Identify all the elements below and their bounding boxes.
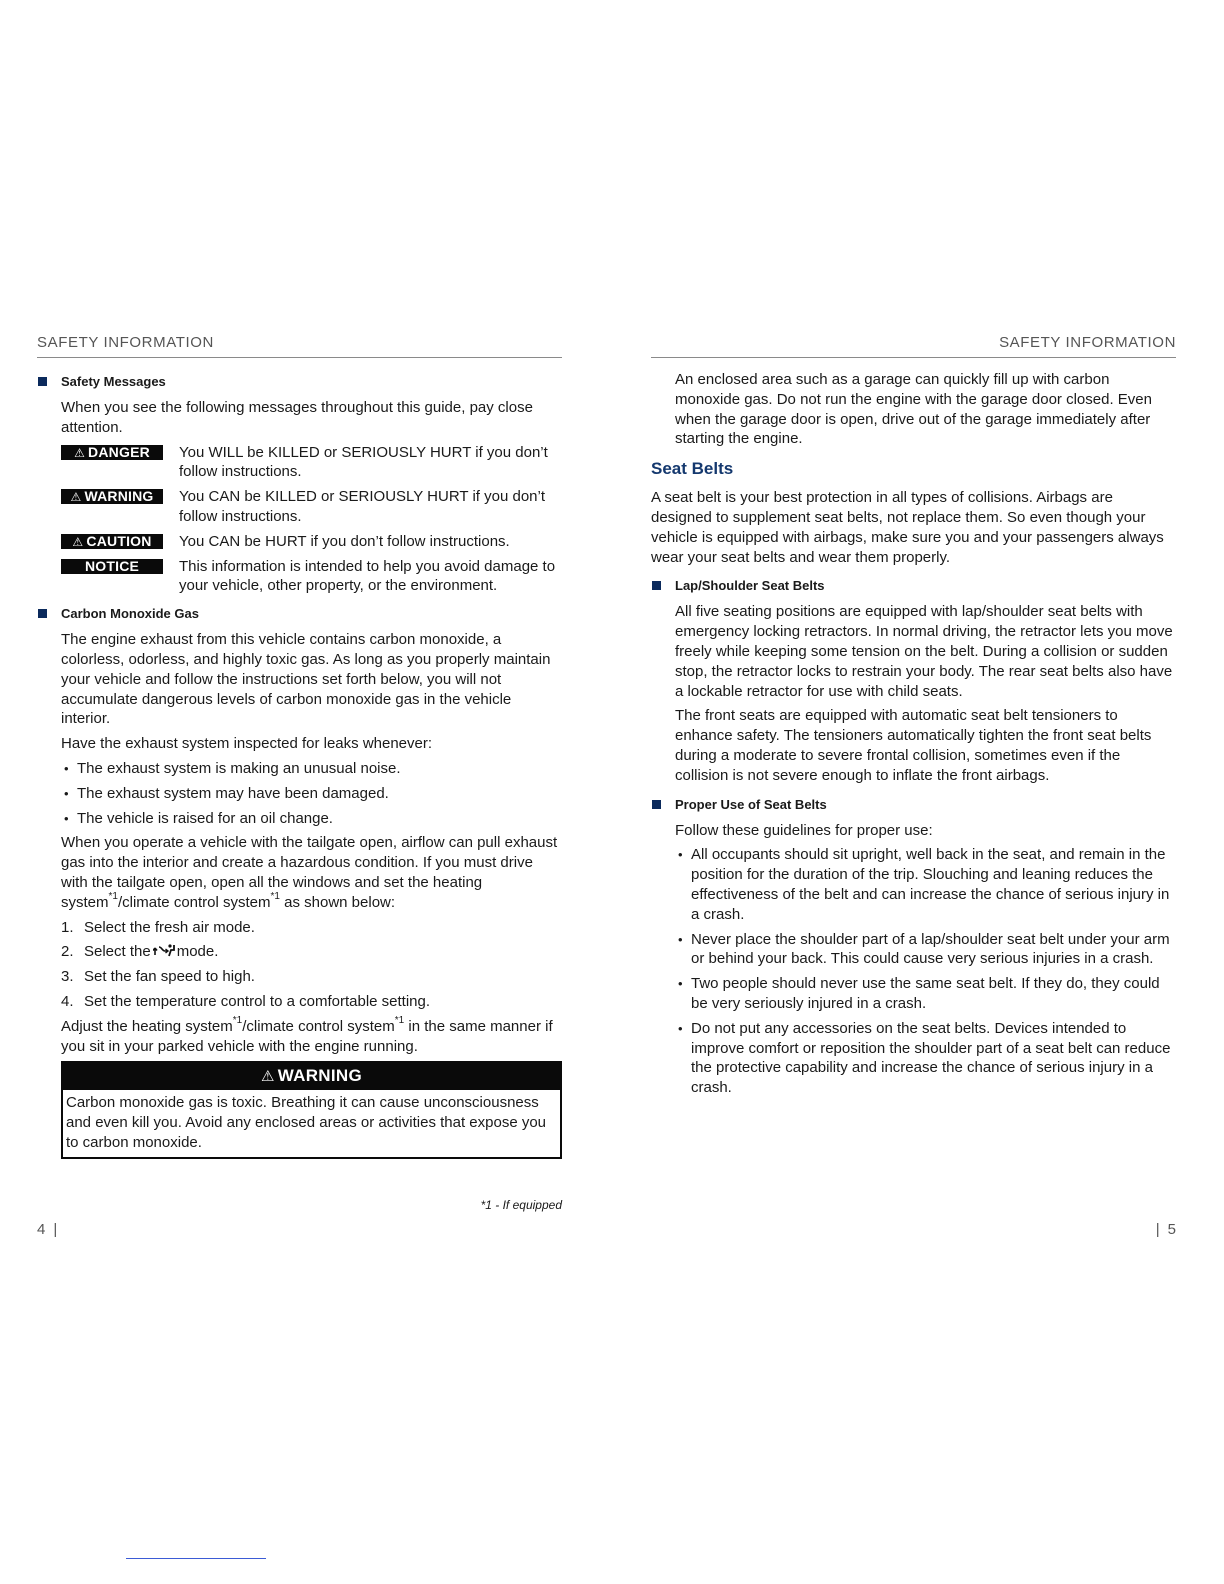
list-item: • The vehicle is raised for an oil change. xyxy=(61,809,562,829)
caution-label-text: CAUTION xyxy=(86,532,152,549)
co-paragraph-1: The engine exhaust from this vehicle contains carbon monoxide, a colorless, odorless, and highly toxic gas. As long as you properly maintain your vehicle and follow the instructions set forth below, you will not accumulate dangerous levels of carbon monoxide gas in the vehicle interior. xyxy=(61,631,551,728)
section-heading-proper-use xyxy=(651,797,1176,813)
section-heading-carbon-monoxide xyxy=(37,606,562,622)
co-para3-part-a: When you operate a vehicle with the tailgate open, airflow can pull exhaust gas into the interior and create a hazardous condition. If you must drive with the tailgate open, open all the windows and set the heating system xyxy=(61,834,558,911)
notice-label xyxy=(61,559,163,574)
section-heading-text: Lap/Shoulder Seat Belts xyxy=(675,578,825,594)
step-text-after: mode. xyxy=(176,943,219,961)
step-text: Select the fresh air mode. xyxy=(84,918,255,936)
warning-text: You CAN be KILLED or SERIOUSLY HURT if you don’t follow instructions. xyxy=(179,488,546,525)
safety-intro: When you see the following messages throughout this guide, pay close attention. xyxy=(61,399,533,436)
square-bullet-icon xyxy=(38,377,47,386)
warning-box-header xyxy=(63,1063,560,1090)
step-item xyxy=(61,942,562,962)
co-continued-body xyxy=(651,370,1176,449)
step-text xyxy=(84,942,218,962)
section-heading-text: Proper Use of Seat Belts xyxy=(675,796,827,812)
warning-triangle-icon: ⚠ xyxy=(260,1068,275,1086)
co-para4-part-b: /climate control system xyxy=(242,1017,395,1035)
footnote-mark: *1 xyxy=(108,890,118,902)
safety-messages-body xyxy=(37,398,562,596)
list-item: • Two people should never use the same seat belt. If they do, they could be very seriously injured in a crash. xyxy=(675,974,1176,1014)
signal-row-warning xyxy=(61,487,562,527)
section-heading-safety-messages xyxy=(37,374,562,390)
proper-use-intro: Follow these guidelines for proper use: xyxy=(675,821,933,839)
folio-divider: | xyxy=(53,1221,58,1238)
section-heading-text: Safety Messages xyxy=(61,374,166,389)
warning-label xyxy=(61,489,163,504)
warning-triangle-icon: ⚠ xyxy=(70,490,82,505)
warning-box xyxy=(61,1061,562,1158)
step-number: 2. xyxy=(61,943,74,961)
folio-divider: | xyxy=(1155,1221,1160,1238)
co-para4-part-a: Adjust the heating system xyxy=(61,1017,233,1035)
list-item: • All occupants should sit upright, well back in the seat, and remain in the position for the duration of the trip. Slouching and leaning reduces the effectiveness of the belt and can increase the chance of serious injury in a crash. xyxy=(675,845,1176,924)
co-para4-part-c: in the same manner if you sit in your parked vehicle with the engine running. xyxy=(61,1017,553,1055)
signal-row-danger xyxy=(61,443,562,483)
section-heading-text: Carbon Monoxide Gas xyxy=(61,606,199,622)
page-number-right xyxy=(1148,1221,1176,1238)
square-bullet-icon xyxy=(652,581,661,590)
carbon-monoxide-body xyxy=(37,630,562,1159)
warning-triangle-icon: ⚠ xyxy=(74,445,86,460)
co-paragraph-4 xyxy=(61,1014,562,1057)
danger-label xyxy=(61,445,163,460)
signal-row-caution xyxy=(61,532,562,552)
list-item: • The exhaust system is making an unusual noise. xyxy=(61,759,562,779)
running-head-left: SAFETY INFORMATION xyxy=(37,334,562,358)
step-text: Set the temperature control to a comfortable setting. xyxy=(84,992,431,1010)
co-continued-paragraph: An enclosed area such as a garage can quickly fill up with carbon monoxide gas. Do not run the engine with the garage door closed. Even when the garage door is open, drive out of the garage immediately after starting the engine. xyxy=(675,371,1152,448)
co-para3-part-c: as shown below: xyxy=(279,893,396,911)
page-number: 4 xyxy=(37,1221,46,1238)
footnote-mark: *1 xyxy=(394,1014,405,1026)
footnote-mark: *1 xyxy=(270,890,280,902)
step-text: Set the fan speed to high. xyxy=(84,968,255,986)
warning-box-text: Carbon monoxide gas is toxic. Breathing it can cause unconsciousness and even kill you. Avoid any enclosed areas or activities that expose you to carbon monoxide. xyxy=(66,1094,547,1151)
step-item xyxy=(61,992,562,1012)
right-body xyxy=(651,370,1176,1103)
step-number: 3. xyxy=(61,968,74,986)
section-heading-lap-shoulder xyxy=(651,578,1176,594)
ventilation-steps xyxy=(61,918,562,1012)
notice-text: This information is intended to help you avoid damage to your vehicle, other property, or the environment. xyxy=(179,557,556,595)
footnote: *1 - If equipped xyxy=(480,1198,562,1212)
co-paragraph-3 xyxy=(61,833,562,912)
co-paragraph-2: Have the exhaust system inspected for leaks whenever: xyxy=(61,735,433,753)
exhaust-inspection-list xyxy=(61,759,562,828)
signal-row-notice xyxy=(61,557,562,597)
seat-belts-title: Seat Belts xyxy=(651,459,734,479)
danger-text: You WILL be KILLED or SERIOUSLY HURT if you don’t follow instructions. xyxy=(179,443,548,481)
notice-label-text: NOTICE xyxy=(84,557,140,574)
lap-shoulder-body xyxy=(651,602,1176,785)
page-number: 5 xyxy=(1167,1221,1176,1238)
seat-belts-intro: A seat belt is your best protection in all types of collisions. Airbags are designed to supplement seat belts, not replace them. So even though your vehicle is equipped with airbags, make sure you and your passengers always wear your seat belts and wear them properly. xyxy=(651,489,1164,566)
step-item xyxy=(61,918,562,938)
fresh-air-mode-icon xyxy=(153,944,175,958)
step-item xyxy=(61,967,562,987)
proper-use-list xyxy=(675,845,1176,1098)
list-item: • The exhaust system may have been damaged. xyxy=(61,784,562,804)
step-number: 1. xyxy=(61,918,74,936)
danger-label-text: DANGER xyxy=(88,443,150,460)
running-head-right: SAFETY INFORMATION xyxy=(651,334,1176,358)
list-item: • Never place the shoulder part of a lap/shoulder seat belt under your arm or behind your back. This could cause very serious injuries in a crash. xyxy=(675,930,1176,970)
list-item: • Do not put any accessories on the seat belts. Devices intended to improve comfort or reposition the shoulder part of a seat belt can reduce the protective capability and increase the chance of serious injury in a crash. xyxy=(675,1019,1176,1098)
warning-triangle-icon: ⚠ xyxy=(72,534,84,549)
left-body xyxy=(37,370,562,1159)
warning-box-label: WARNING xyxy=(277,1066,362,1086)
caution-label xyxy=(61,534,163,549)
co-para3-part-b: /climate control system xyxy=(117,893,271,911)
square-bullet-icon xyxy=(652,800,661,809)
step-text-before: Select the xyxy=(84,943,151,961)
lap-shoulder-paragraph-2: The front seats are equipped with automatic seat belt tensioners to enhance safety. The tensioners automatically tighten the front seat belts during a moderate to severe frontal collision, sometimes even if the collision is not severe enough to inflate the front airbags. xyxy=(675,707,1152,784)
warning-label-text: WARNING xyxy=(84,488,154,505)
proper-use-body xyxy=(651,821,1176,1098)
step-number: 4. xyxy=(61,992,74,1010)
decorative-rule xyxy=(126,1558,266,1559)
square-bullet-icon xyxy=(38,609,47,618)
page-number-left xyxy=(37,1221,65,1238)
footnote-mark: *1 xyxy=(232,1014,243,1026)
lap-shoulder-paragraph-1: All five seating positions are equipped with lap/shoulder seat belts with emergency locking retractors. In normal driving, the retractor lets you move freely while keeping some tension on the belt. During a collision or sudden stop, the retractor locks to restrain your body. The rear seat belts also have a lockable retractor for use with child seats. xyxy=(675,603,1173,700)
caution-text: You CAN be HURT if you don’t follow instructions. xyxy=(179,532,510,550)
